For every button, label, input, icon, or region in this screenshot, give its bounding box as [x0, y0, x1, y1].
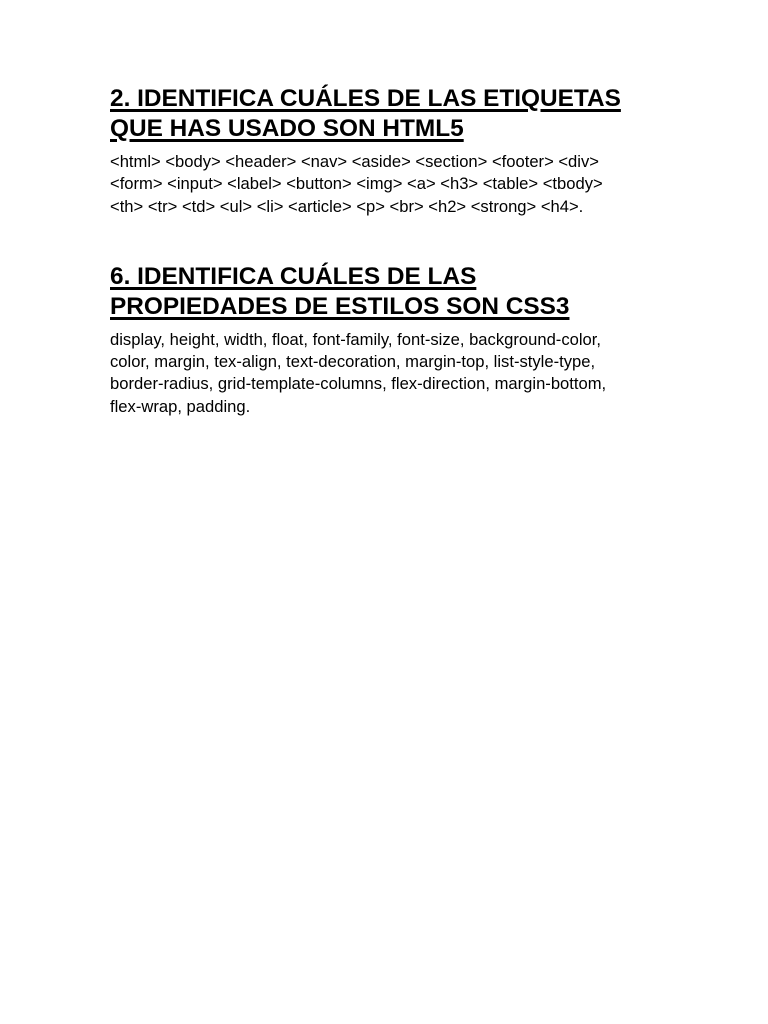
- body-line: display, height, width, float, font-family, font-size, background-color,: [110, 329, 601, 349]
- heading-line: PROPIEDADES DE ESTILOS SON CSS3: [110, 292, 570, 320]
- heading-line: QUE HAS USADO SON HTML5: [110, 115, 464, 142]
- body-line: <th> <tr> <td> <ul> <li> <article> <p> <br> <h2> <strong> <h4>.: [110, 196, 584, 216]
- body-line: color, margin, tex-align, text-decoration, margin-top, list-style-type,: [110, 352, 596, 372]
- section-html5-tags: [110, 84, 670, 218]
- body-line: border-radius, grid-template-columns, flex-direction, margin-bottom,: [110, 374, 607, 394]
- section-css3-properties: [110, 262, 670, 418]
- section-heading-html5: [110, 84, 670, 144]
- body-line: <html> <body> <header> <nav> <aside> <section> <footer> <div>: [110, 152, 599, 171]
- section-body-css3: [110, 329, 670, 418]
- body-line: <form> <input> <label> <button> <img> <a> <h3> <table> <tbody>: [110, 174, 603, 194]
- section-body-html5: [110, 151, 670, 218]
- body-line: flex-wrap, padding.: [110, 396, 251, 416]
- section-heading-css3: [110, 262, 670, 322]
- heading-line: 2. IDENTIFICA CUÁLES DE LAS ETIQUETAS: [110, 85, 621, 112]
- heading-line: 6. IDENTIFICA CUÁLES DE LAS: [110, 262, 477, 290]
- document-page: [110, 84, 670, 418]
